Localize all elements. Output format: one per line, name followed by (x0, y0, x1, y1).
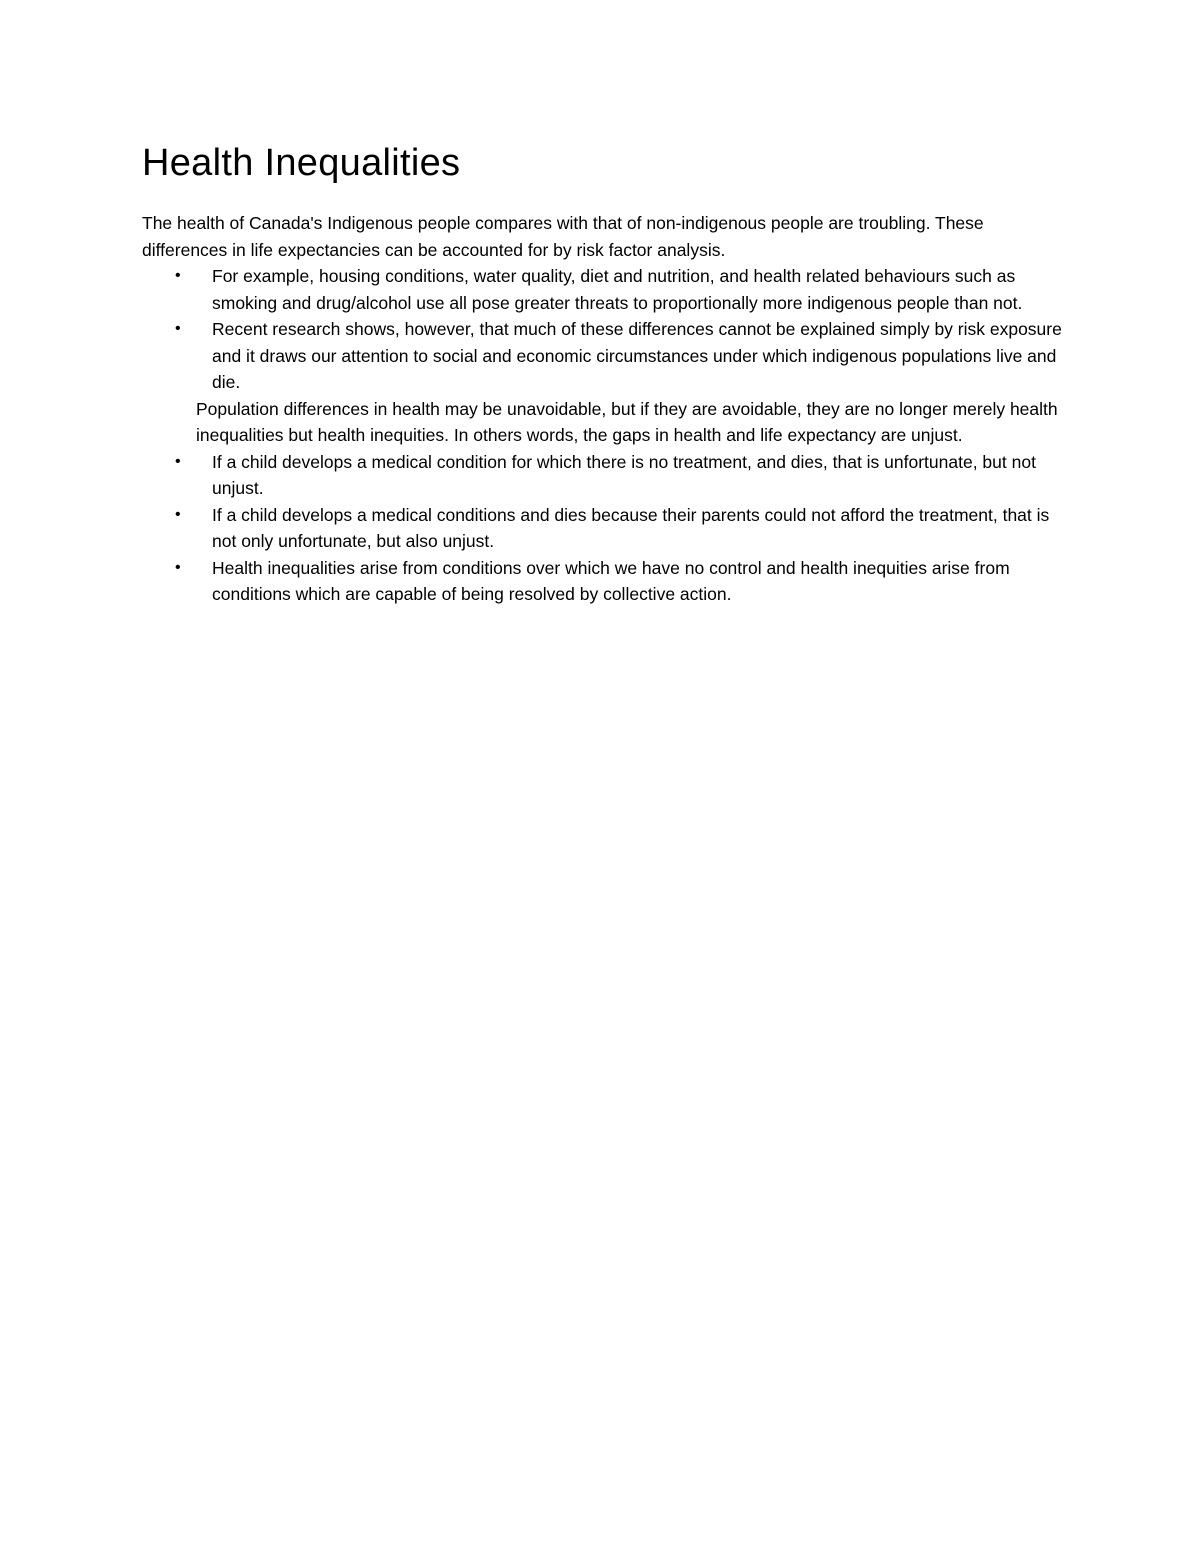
bullet-icon: • (175, 558, 181, 576)
bullet-icon: • (175, 452, 181, 470)
list-item (142, 316, 1072, 396)
list-item (142, 555, 1072, 608)
list-item-text: For example, housing conditions, water quality, diet and nutrition, and health related behaviours such as smoking and drug/alcohol use all pose greater threats to proportionally more indigenous people than not. (212, 266, 1023, 313)
list-item-text: If a child develops a medical condition for which there is no treatment, and dies, that is unfortunate, but not unjust. (212, 451, 1036, 498)
document-body (142, 140, 1072, 608)
middle-paragraph: Population differences in health may be unavoidable, but if they are avoidable, they are no longer merely health inequalities but health inequities. In others words, the gaps in health and life expectancy are unjust. (196, 398, 1058, 445)
bullet-list-a (142, 263, 1072, 396)
list-item (142, 449, 1072, 502)
bullet-icon: • (175, 505, 181, 523)
bullet-icon: • (175, 267, 181, 284)
list-item-text: Health inequalities arise from conditions over which we have no control and health inequities arise from conditions which are capable of being resolved by collective action. (212, 557, 1010, 604)
bullet-list-b (142, 449, 1072, 608)
list-item (142, 263, 1072, 316)
list-item (142, 502, 1072, 555)
bullet-icon: • (175, 320, 181, 337)
list-item-text: If a child develops a medical conditions and dies because their parents could not afford the treatment, that is not only unfortunate, but also unjust. (212, 504, 1050, 551)
list-item-text: Recent research shows, however, that much of these differences cannot be explained simply by risk exposure and it draws our attention to social and economic circumstances under which indigenous populations live and die. (212, 319, 1062, 392)
document-title: Health Inequalities (142, 142, 461, 184)
intro-paragraph: The health of Canada's Indigenous people compares with that of non-indigenous people are troubling. These differences in life expectancies can be accounted for by risk factor analysis. (142, 213, 984, 260)
